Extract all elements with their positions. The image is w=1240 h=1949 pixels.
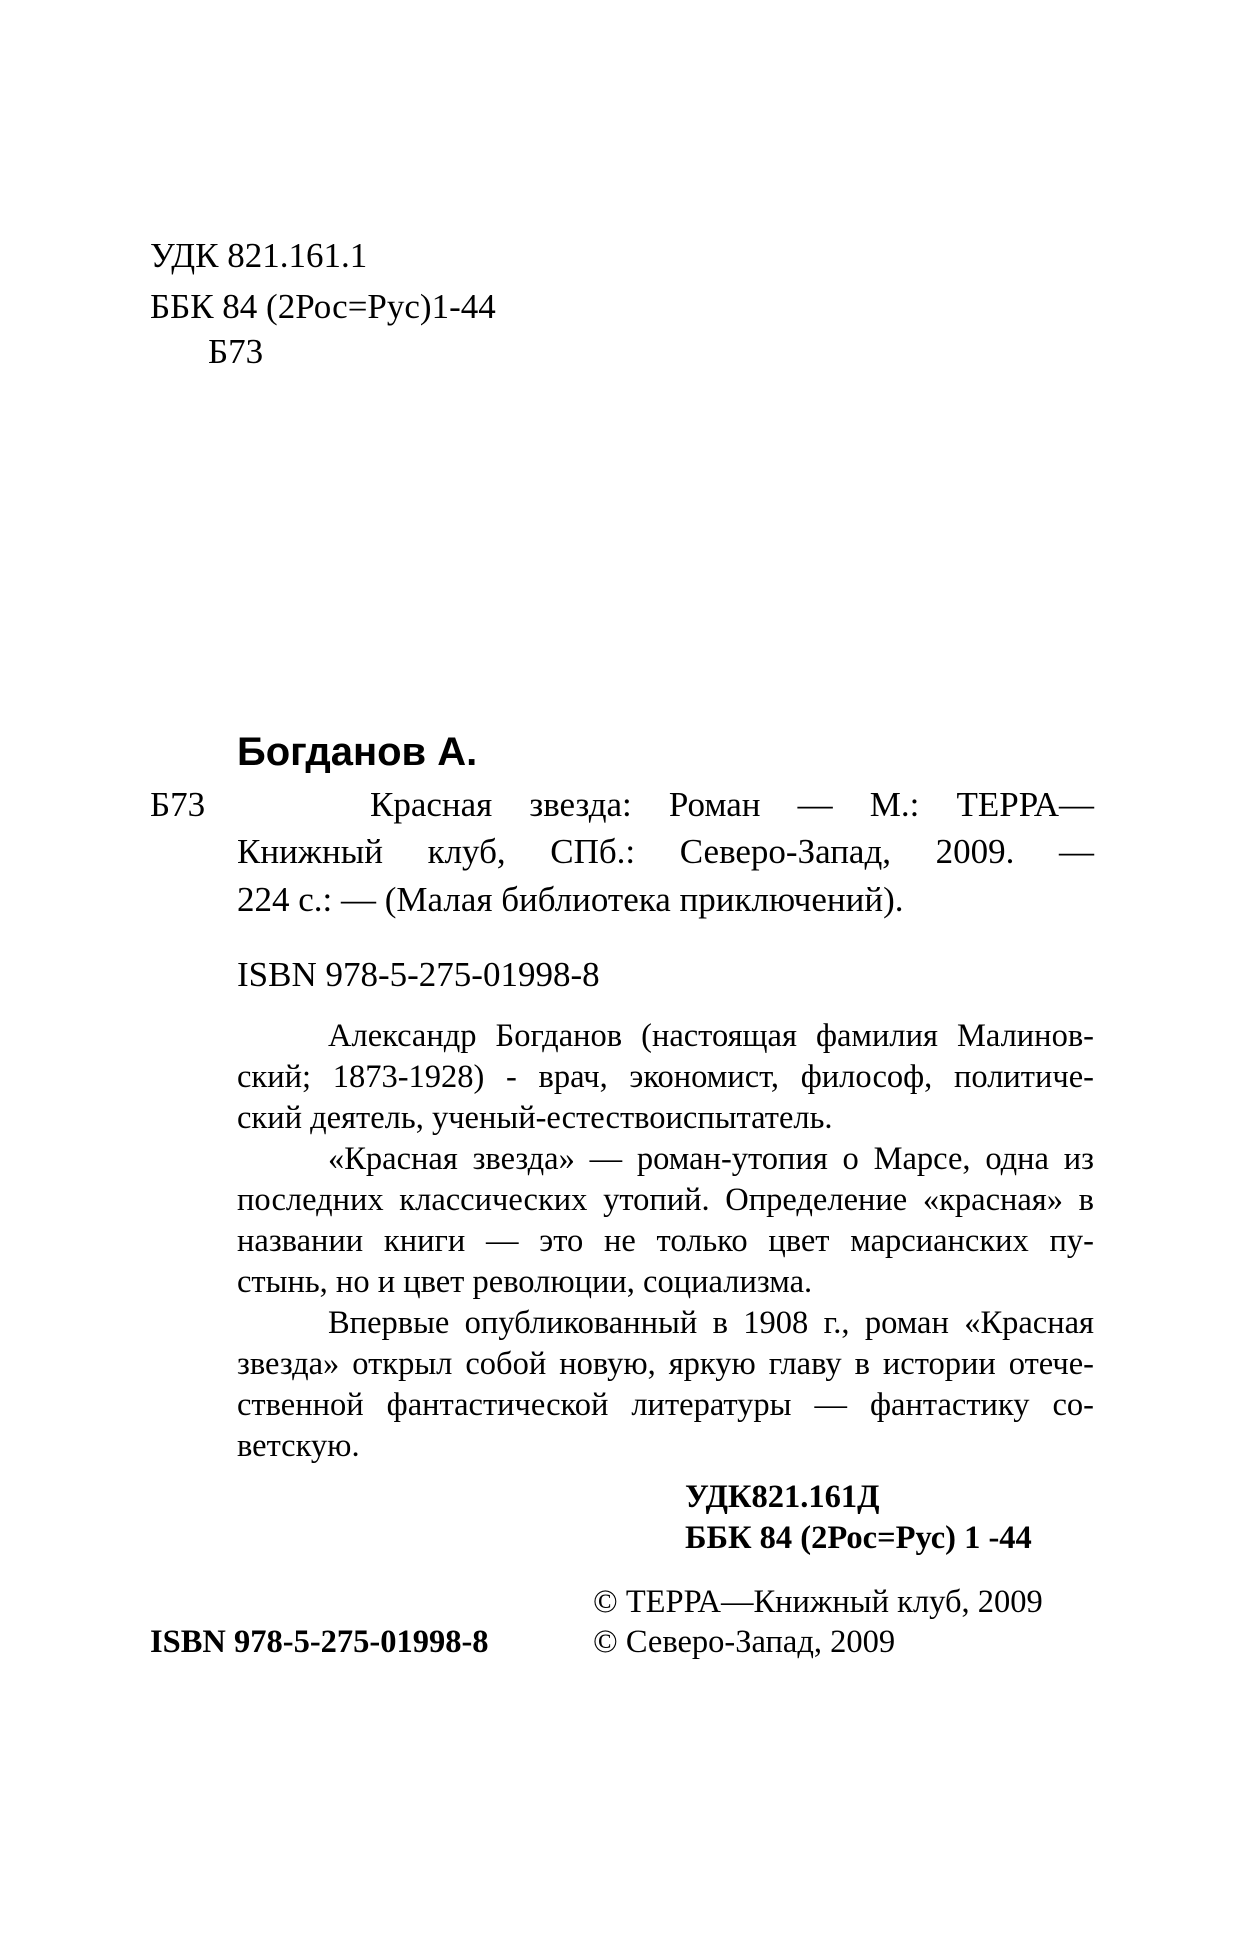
description-line-1: Красная звезда: Роман — М.: ТЕРРА— — [370, 785, 1094, 824]
annotation-line-4: «Красная звезда» — роман-утопия о Марсе, одна из — [328, 1141, 1094, 1177]
annotation-line-2: ский; 1873-1928) - врач, экономист, философ, политиче- — [237, 1059, 1094, 1095]
annotation-line-5: последних классических утопий. Определение «красная» в — [237, 1182, 1094, 1218]
author-heading: Богданов А. — [237, 730, 478, 774]
annotation-line-3: ский деятель, ученый-естествоиспытатель. — [237, 1100, 833, 1136]
description-line-3: 224 с.: — (Малая библиотека приключений). — [237, 880, 904, 919]
annotation-line-1: Александр Богданов (настоящая фамилия Малинов- — [328, 1018, 1094, 1054]
catalog-author-mark: Б73 — [150, 785, 206, 824]
annotation-line-11: ветскую. — [237, 1428, 360, 1464]
description-line-2: Книжный клуб, СПб.: Северо-Запад, 2009. — — [237, 832, 1094, 871]
annotation-line-6: названии книги — это не только цвет марсианских пу- — [237, 1223, 1094, 1259]
copyright-terra: © ТЕРРА—Книжный клуб, 2009 — [593, 1584, 1043, 1620]
annotation-line-7: стынь, но и цвет революции, социализма. — [237, 1264, 813, 1300]
isbn-line: ISBN 978-5-275-01998-8 — [237, 955, 600, 994]
copyright-severo-zapad: © Северо-Запад, 2009 — [593, 1624, 896, 1660]
annotation-line-8: Впервые опубликованный в 1908 г., роман «Красная — [328, 1305, 1094, 1341]
bottom-bbk-code: ББК 84 (2Рос=Рус) 1 -44 — [685, 1520, 1032, 1556]
bbk-code: ББК 84 (2Рос=Рус)1-44 — [150, 287, 496, 326]
udk-code: УДК 821.161.1 — [150, 236, 368, 275]
author-mark: Б73 — [208, 332, 264, 371]
annotation-line-9: звезда» открыл собой новую, яркую главу в истории отече- — [237, 1346, 1094, 1382]
annotation-line-10: ственной фантастической литературы — фантастику со- — [237, 1387, 1094, 1423]
bottom-udk-code: УДК821.161Д — [685, 1479, 880, 1515]
imprint-isbn: ISBN 978-5-275-01998-8 — [150, 1624, 489, 1660]
